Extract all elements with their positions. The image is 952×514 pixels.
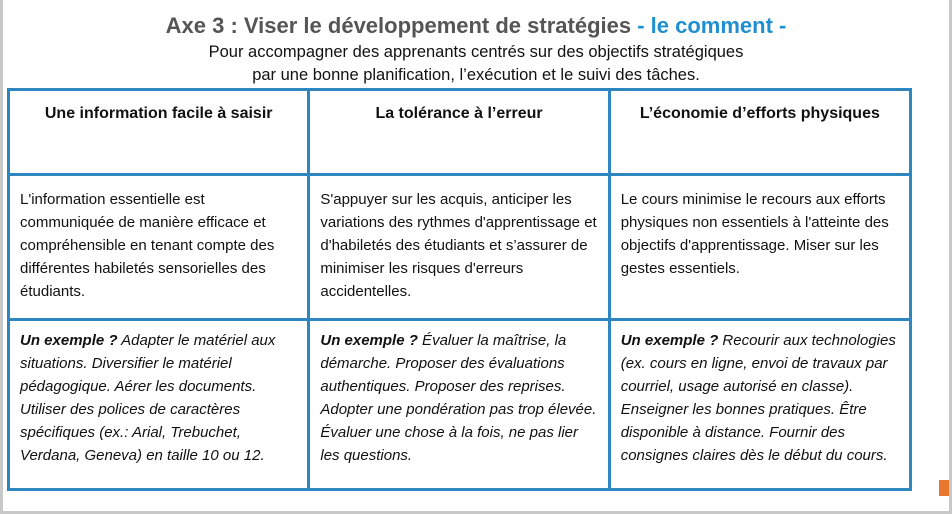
example-text: Recourir aux technologies (ex. cours en ligne, envoi de travaux par courriel, usage autorisé en classe). Enseigner les bonnes pratiques. Être disponible à distance. Fournir des consignes claires dès le début du cours. (620, 332, 896, 464)
column-heading: La tolérance à l’erreur (309, 90, 609, 175)
example-text: Adapter le matériel aux situations. Diversifier le matériel pédagogique. Aérer les documents. Utiliser des polices de caractères spécifiques (ex.: Arial, Trebuchet, Verdana, Geneva) en taille 10 ou 12. (20, 332, 276, 464)
page-title (0, 13, 952, 39)
column-heading: Une information facile à saisir (9, 90, 309, 175)
title-main: Axe 3 : Viser le développement de stratégies (165, 13, 632, 38)
example-cell (309, 320, 609, 490)
description-cell: L'information essentielle est communiquée de manière efficace et compréhensible en tenant compte des différentes habiletés sensorielles des étudiants. (9, 175, 309, 320)
table-header-row (9, 90, 911, 175)
subtitle-line-2: par une bonne planification, l’exécution et le suivi des tâches. (252, 66, 700, 84)
subtitle-line-1: Pour accompagner des apprenants centrés sur des objectifs stratégiques (208, 43, 744, 61)
example-row (9, 320, 911, 490)
example-text: Évaluer la maîtrise, la démarche. Proposer des évaluations authentiques. Proposer des reprises. Adopter une pondération pas trop élevée. Évaluer une chose à la fois, ne pas lier les questions. (320, 332, 597, 464)
column-heading: L’économie d’efforts physiques (609, 90, 910, 175)
example-lead: Un exemple ? (620, 332, 719, 349)
description-cell: Le cours minimise le recours aux efforts physiques non essentiels à l'atteinte des objectifs d'apprentissage. Miser sur les gestes essentiels. (609, 175, 910, 320)
description-row (9, 175, 911, 320)
example-cell (609, 320, 910, 490)
example-cell (9, 320, 309, 490)
description-cell: S'appuyer sur les acquis, anticiper les variations des rythmes d'apprentissage et d'habiletés des étudiants et s’assurer de minimiser les risques d'erreurs accidentelles. (309, 175, 609, 320)
page-edge-marker (939, 480, 949, 496)
strategy-table (7, 88, 912, 491)
example-lead: Un exemple ? (20, 332, 118, 349)
title-accent: - le comment - (631, 13, 787, 38)
example-lead: Un exemple ? (320, 332, 418, 349)
